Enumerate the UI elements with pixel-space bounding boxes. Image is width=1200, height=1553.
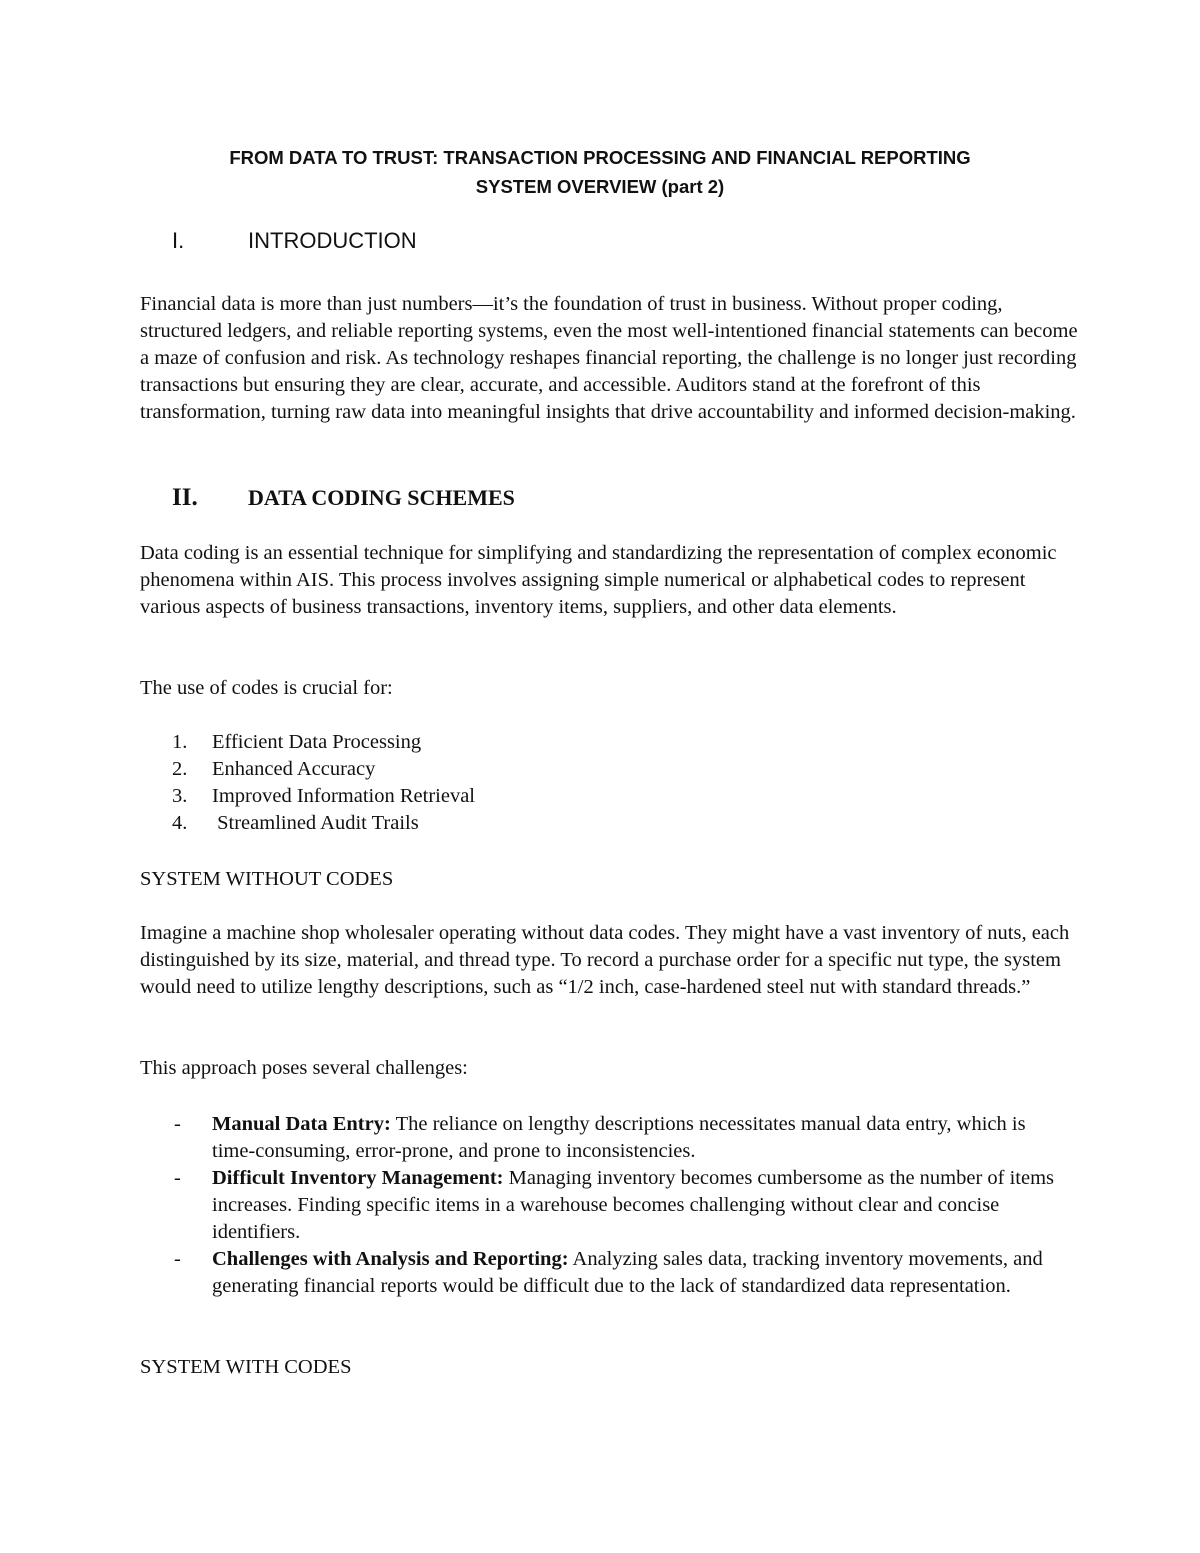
intro-paragraph: Financial data is more than just numbers—it’s the foundation of trust in business. Without proper coding, structured ledgers, and reliable reporting systems, even the most well-intentioned financial statements can become a maze of confusion and risk. As technology reshapes financial reporting, the challenge is no longer just recording transactions but ensuring they are clear, accurate, and accessible. Auditors stand at the forefront of this transformation, turning raw data into meaningful insights that drive accountability and informed decision-making. — [140, 293, 1078, 423]
list-marker: 4. — [172, 812, 188, 834]
with-codes-heading: SYSTEM WITH CODES — [140, 1356, 352, 1378]
section-title: DATA CODING SCHEMES — [248, 485, 515, 510]
list-marker: 3. — [172, 785, 188, 807]
challenge-text: The reliance on lengthy descriptions necessitates manual data entry, which is time-consuming, error-prone, and prone to inconsistencies. — [212, 1113, 1026, 1162]
list-item — [172, 756, 475, 783]
challenge-text: Analyzing sales data, tracking inventory movements, and generating financial reports would be difficult due to the lack of standardized data representation. — [212, 1248, 1043, 1297]
list-item — [172, 810, 475, 837]
list-item-text: Streamlined Audit Trails — [212, 812, 419, 834]
challenge-term: Challenges with Analysis and Reporting: — [212, 1248, 569, 1270]
list-marker: - — [174, 1248, 181, 1270]
section-heading-data-coding — [172, 482, 515, 514]
data-coding-paragraph: Data coding is an essential technique for simplifying and standardizing the representation of complex economic phenomena within AIS. This process involves assigning simple numerical or alphabetical codes to represent various aspects of business transactions, inventory items, suppliers, and other data elements. — [140, 542, 1057, 618]
list-item — [172, 1246, 1072, 1300]
challenge-term: Manual Data Entry: — [212, 1113, 391, 1135]
list-marker: 2. — [172, 758, 188, 780]
challenges-intro: This approach poses several challenges: — [140, 1057, 468, 1079]
uses-intro: The use of codes is crucial for: — [140, 677, 393, 699]
uses-list — [172, 729, 475, 837]
challenge-term: Difficult Inventory Management: — [212, 1167, 504, 1189]
section-title: INTRODUCTION — [248, 228, 417, 253]
list-item — [172, 783, 475, 810]
section-heading-introduction — [172, 226, 417, 256]
document-title — [120, 143, 1080, 201]
without-codes-paragraph: Imagine a machine shop wholesaler operating without data codes. They might have a vast inventory of nuts, each distinguished by its size, material, and thread type. To record a purchase order for a specific nut type, the system would need to utilize lengthy descriptions, such as “1/2 inch, case-hardened steel nut with standard threads.” — [140, 922, 1070, 998]
list-item — [172, 1165, 1072, 1246]
challenge-text: Managing inventory becomes cumbersome as the number of items increases. Finding specific items in a warehouse becomes challenging without clear and concise identifiers. — [212, 1167, 1055, 1243]
list-item-text: Improved Information Retrieval — [212, 785, 475, 807]
title-line-2: SYSTEM OVERVIEW (part 2) — [475, 176, 725, 197]
list-item — [172, 729, 475, 756]
list-marker: 1. — [172, 731, 188, 753]
list-item — [172, 1111, 1072, 1165]
list-marker: - — [174, 1113, 181, 1135]
list-item-text: Enhanced Accuracy — [212, 758, 376, 780]
list-item-text: Efficient Data Processing — [212, 731, 422, 753]
list-marker: - — [174, 1167, 181, 1189]
section-number: I. — [172, 228, 185, 253]
title-line-1: FROM DATA TO TRUST: TRANSACTION PROCESSING AND FINANCIAL REPORTING — [229, 147, 971, 168]
challenges-list — [172, 1111, 1072, 1300]
section-number: II. — [172, 484, 198, 511]
without-codes-heading: SYSTEM WITHOUT CODES — [140, 868, 394, 890]
